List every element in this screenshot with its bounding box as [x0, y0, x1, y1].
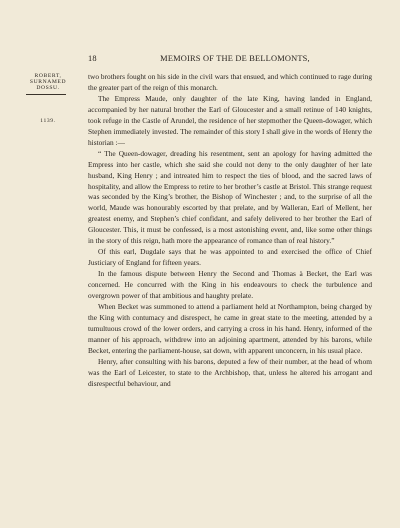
- paragraph: In the famous dispute between Henry the Second and Thomas à Becket, the Earl was concerned. He concurred with the King in his endeavours to check the turbulence and overgrown power of that ambitious and haughty prelate.: [88, 269, 372, 301]
- page-number: 18: [88, 54, 97, 63]
- paragraph: Of this earl, Dugdale says that he was appointed to and exercised the office of Chief Justiciary of England for fifteen years.: [88, 247, 372, 268]
- paragraph: The Empress Maude, only daughter of the late King, having landed in England, accompanied by her natural brother the Earl of Gloucester and a small retinue of 140 knights, took refuge in the Castle of Arundel, the residence of her stepmother the Queen-dowager, which Stephen immediately invested. The remainder of this story I shall give in the words of Henry the historian :—: [88, 93, 372, 147]
- running-title: MEMOIRS OF THE DE BELLOMONTS,: [160, 54, 310, 63]
- paragraph: Henry, after consulting with his barons, deputed a few of their number, at the head of whom was the Earl of Leicester, to state to the Archbishop, that, unless he altered his arrogant and disrespectful behaviour, and: [88, 356, 372, 388]
- margin-note-surnamed: SURNAMED: [29, 79, 67, 85]
- running-head: [88, 54, 372, 63]
- paragraph: two brothers fought on his side in the civil wars that ensued, and which continued to rage during the greater part of the reign of this monarch.: [88, 72, 372, 92]
- margin-note-epithet: DOSSU.: [36, 85, 60, 91]
- paragraph: “ The Queen-dowager, dreading his resentment, sent an apology for having admitted the Empress into her castle, which she said she could not deny to the only daughter of her late husband, King Henry ; and intreated him to respect the ties of blood, and the sacred laws of hospitality, and allow the Empress to retire to her brother’s castle at Bristol. This strange request was seconded by the King’s brother, the Bishop of Winchester ; and, to the surprise of all the world, Maude was honourably escorted by that prelate, and by Walleran, Earl of Mellent, her greatest enemy, and Stephen’s chief confidant, and safely delivered to her brother the Earl of Gloucester. This, it must be confessed, is a most astonishing event, and, like some other things in the story of this reign, hath more the appearance of romance than of real history.”: [88, 148, 372, 246]
- margin-note-year: 1139.: [40, 118, 56, 124]
- body-text: [88, 72, 372, 390]
- margin-rule: [26, 94, 66, 95]
- paragraph: When Becket was summoned to attend a parliament held at Northampton, being charged by the King with contumacy and disrespect, he came in great state to the meeting, attended by a tumultuous crowd of the lower orders, and carrying a cross in his hand. Henry, informed of the manner of his approach, withdrew into an adjoining apartment, attended by his barons, while Becket, entering the parliament-house, sat down, with apparent unconcern, in his usual place.: [88, 302, 372, 355]
- margin-note-name: ROBERT,: [34, 73, 62, 79]
